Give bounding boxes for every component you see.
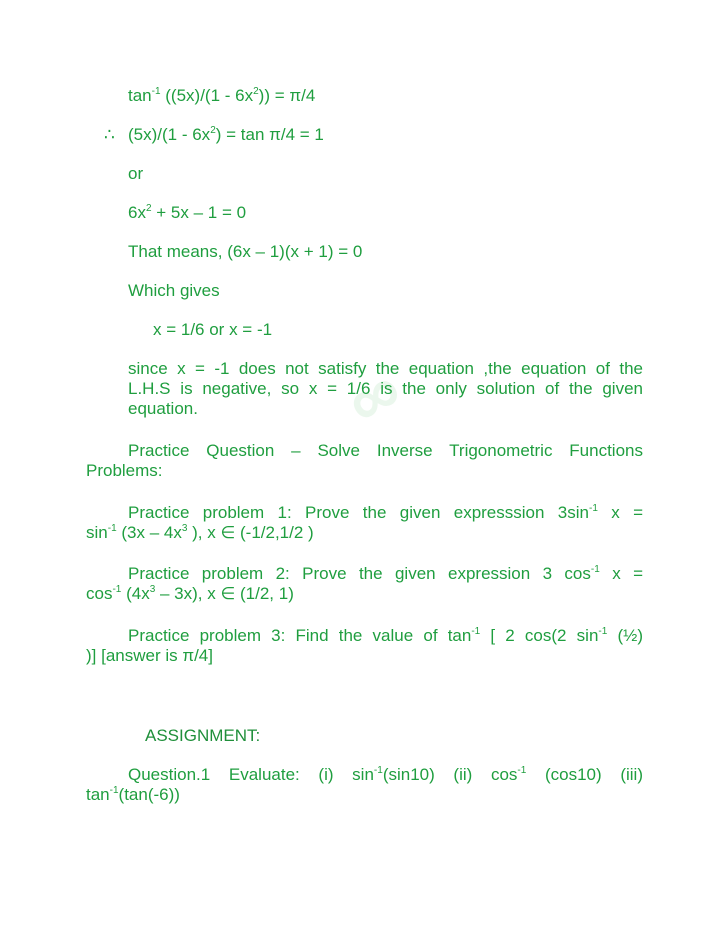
practice-problem-1: Practice problem 1: Prove the given expresssion $3\sin^{-1}$ x = $\sin^{-1} (3x - 4x^3$ ), x ∈ (-1/2,1/2 )	[86, 503, 644, 542]
equation-step-1: $\tan^{-1} ((5x)/(1 - 6x^2)) = \pi/4$	[128, 86, 316, 105]
practice-problem-3: Practice problem 3: Find the value of $\tan^{-1}$ [ 2 cos(2 $\sin^{-1}$ (½) )] [answer is π/4]	[86, 626, 643, 665]
equation-step-2: $(5x)/(1 - 6x^2) = \tan \pi/4 = 1$	[128, 125, 324, 144]
equation-step-4: $6x^2 + 5x - 1 = 0$	[128, 203, 247, 222]
practice-problem-2: Practice problem 2: Prove the given expression 3 $\cos^{-1} x$ = $\cos^{-1} (4x^3 - 3x)$, x ∈ (1/2, 1)	[86, 564, 644, 603]
equation-step-3: or	[128, 164, 144, 183]
equation-step-5: That means, (6x – 1)(x + 1) = 0	[128, 242, 363, 261]
equation-step-7: x = 1/6 or x = -1	[153, 320, 273, 339]
therefore-symbol: ∴	[104, 125, 115, 144]
practice-heading: Practice Question – Solve Inverse Trigonometric Functions Problems:	[86, 441, 643, 480]
conclusion-paragraph: since x = -1 does not satisfy the equation ,the equation of the L.H.S is negative, so x = 1/6 is the only solution of the given equation.	[128, 359, 643, 418]
question-1: Question.1 Evaluate: (i) $\sin^{-1}(\sin 10)$ (ii) $\cos^{-1} (\cos 10)$ (iii) $\tan^{-1}(\tan(-6))$	[86, 765, 643, 804]
watermark: ∞	[332, 349, 415, 443]
assignment-heading: ASSIGNMENT:	[145, 726, 261, 745]
equation-step-6: Which gives	[128, 281, 220, 300]
